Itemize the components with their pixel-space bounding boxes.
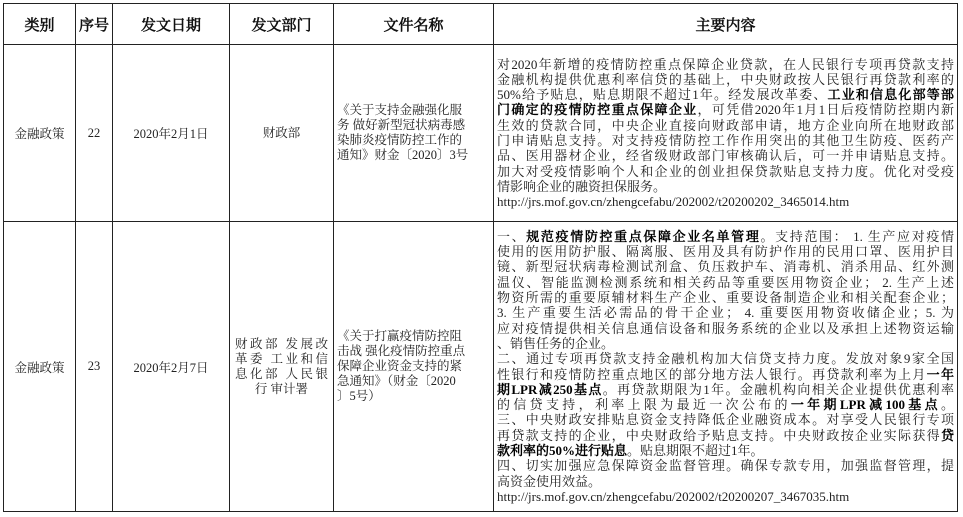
content-line	[497, 133, 954, 148]
text: 金融机构提供优惠利率信贷的基础上，中央财政按人民银行再贷款利率的	[497, 71, 954, 87]
header-no: 序号	[76, 4, 113, 45]
text: http://jrs.mof.gov.cn/zhengcefabu/202002/t20200202_3465014.htm	[497, 194, 850, 210]
text: 。支持范围： 1. 生产应对疫情	[760, 228, 954, 244]
content-line	[497, 336, 954, 351]
content-line	[497, 382, 954, 397]
date-cell	[113, 45, 230, 222]
content-line	[497, 351, 954, 366]
dept-line: 财政部 发展改	[235, 336, 328, 351]
text: 高资金使用效益。	[497, 473, 602, 489]
text: 门申请贴息支持。对支持疫情防控工作作用突出的其他卫生防疫、医药产	[497, 133, 954, 148]
category-cell	[4, 45, 76, 222]
content-line	[497, 489, 954, 504]
title-line: 急通知》（财金〔2020	[337, 374, 456, 388]
issue-date: 2020年2月1日	[133, 127, 209, 141]
text: 。	[940, 397, 954, 413]
content-line	[497, 164, 954, 179]
dept-cell	[230, 222, 334, 512]
dept-cell	[230, 45, 334, 222]
title-line: 《关于打赢疫情防控阻	[337, 329, 463, 343]
policy-table	[3, 3, 958, 512]
table-row	[4, 45, 958, 222]
content-line	[497, 259, 954, 274]
bold-text: 贷	[940, 427, 954, 443]
content-cell	[494, 45, 958, 222]
text: 生效的贷款合同，中央企业直接向财政部申请，地方企业向所在地财政部	[497, 117, 954, 133]
text: 性银行和疫情防控重点地区的部分地方法人银行。再贷款利率为上月	[497, 366, 927, 382]
content-cell	[494, 222, 958, 512]
content-line	[497, 367, 954, 382]
content-line	[497, 474, 954, 489]
content-line	[497, 428, 954, 443]
content-line	[497, 305, 954, 320]
text: ，可凭借2020年1月1日后疫情防控期内新	[697, 102, 954, 118]
bold-text: 款利率的50%进行贴息	[497, 442, 628, 458]
title-line: 务 做好新型冠状病毒感	[337, 118, 466, 132]
text: 、销售任务的企业。	[497, 335, 615, 351]
content-line	[497, 118, 954, 133]
content-line	[497, 179, 954, 194]
header-category: 类别	[4, 4, 76, 45]
content-line	[497, 290, 954, 305]
text: 3. 生产重要生活必需品的骨干企业； 4. 重要医用物资收储企业；5. 为	[497, 305, 954, 321]
content-line	[497, 57, 954, 72]
content-line	[497, 443, 954, 458]
content-line	[497, 458, 954, 473]
category: 金融政策	[14, 360, 65, 375]
text: 。贴息期限不超过1年。	[627, 442, 764, 458]
text: 品、医用器材企业，经省级财政部门审核确认后，可一并申请贴息支持。	[497, 148, 954, 164]
text: 情影响企业的融资担保服务。	[497, 178, 667, 194]
header-row	[4, 4, 958, 45]
no-cell	[76, 45, 113, 222]
bold-text: 规范疫情防控重点保障企业名单管理	[526, 228, 761, 244]
bold-text: 工业和信息化部等部	[827, 87, 954, 103]
table-row	[4, 222, 958, 512]
text: 使用的医用防护服、隔离服、医用及具有防护作用的民用口罩、医用护目	[497, 244, 954, 260]
content-line	[497, 321, 954, 336]
text: 三、中央财政安排贴息资金支持降低企业融资成本。对享受人民银行专项	[497, 412, 954, 428]
category-cell	[4, 222, 76, 512]
text: http://jrs.mof.gov.cn/zhengcefabu/202002/t20200207_3467035.htm	[497, 488, 850, 504]
content-line	[497, 148, 954, 163]
bold-text: 一年期LPR减100基点	[790, 397, 941, 413]
header-date: 发文日期	[113, 4, 230, 45]
date-cell	[113, 222, 230, 512]
title-line: 《关于支持金融强化服	[337, 103, 463, 117]
title-line: 通知》财金〔2020〕3号	[337, 148, 469, 162]
dept-line: 革委 工业和信	[235, 351, 328, 366]
header-content: 主要内容	[494, 4, 958, 45]
content-line	[497, 244, 954, 259]
issue-date: 2020年2月7日	[133, 360, 209, 375]
text: 一、	[497, 228, 527, 244]
header-title: 文件名称	[334, 4, 494, 45]
title-cell	[334, 45, 494, 222]
bold-text: 期LPR减250基点	[497, 381, 603, 397]
content-line	[497, 72, 954, 87]
text: 物资所需的重要原辅材料生产企业、重要设备制造企业和相关配套企业；	[497, 290, 954, 306]
text: 50%给予贴息，贴息期限不超过1年。经发展改革委、	[497, 87, 828, 103]
dept-line: 财政部	[262, 125, 301, 140]
category: 金融政策	[14, 127, 65, 141]
dept-line: 息化部 人民银	[235, 366, 328, 381]
text: 四、切实加强应急保障资金监督管理。确保专款专用，加强监督管理，提	[497, 458, 954, 474]
text: 温仪、智能监测检测系统和相关药品等重要医用物资企业； 2. 生产上述	[497, 274, 954, 290]
content-line	[497, 397, 954, 412]
content-line	[497, 102, 954, 117]
text: 对2020年新增的疫情防控重点保障企业贷款，在人民银行专项再贷款支持	[497, 56, 954, 72]
title-cell	[334, 222, 494, 512]
title-line: 〕5号）	[337, 389, 381, 403]
text: 镜、新型冠状病毒检测试剂盒、负压救护车、消毒机、消杀用品、红外测	[497, 259, 954, 275]
content-line	[497, 194, 954, 209]
title-line: 击战 强化疫情防控重点	[337, 344, 466, 358]
serial-number: 22	[87, 125, 101, 140]
text: 。再贷款期限为1年。金融机构向相关企业提供优惠利率	[602, 381, 954, 397]
no-cell	[76, 222, 113, 512]
content-line	[497, 275, 954, 290]
bold-text: 一年	[926, 366, 954, 382]
bold-text: 门确定的疫情防控重点保障企业	[497, 102, 698, 118]
text: 加大对受疫情影响个人和企业的创业担保贷款贴息支持力度。优化对受疫	[497, 163, 954, 179]
text: 的信贷支持，利率上限为最近一次公布的	[497, 397, 791, 413]
content-line	[497, 412, 954, 427]
serial-number: 23	[87, 359, 101, 373]
dept-line: 行 审计署	[254, 381, 309, 396]
content-line	[497, 229, 954, 244]
text: 再贷款支持的企业，中央财政给予贴息支持。中央财政按企业实际获得	[497, 427, 941, 443]
title-line: 染肺炎疫情防控工作的	[337, 133, 463, 147]
content-line	[497, 87, 954, 102]
header-dept: 发文部门	[230, 4, 334, 45]
text: 二、通过专项再贷款支持金融机构加大信贷支持力度。发放对象9家全国	[497, 351, 954, 367]
title-line: 保障企业资金支持的紧	[337, 359, 463, 373]
text: 应对疫情提供相关信息通信设备和服务系统的企业以及承担上述物资运输	[497, 320, 954, 336]
